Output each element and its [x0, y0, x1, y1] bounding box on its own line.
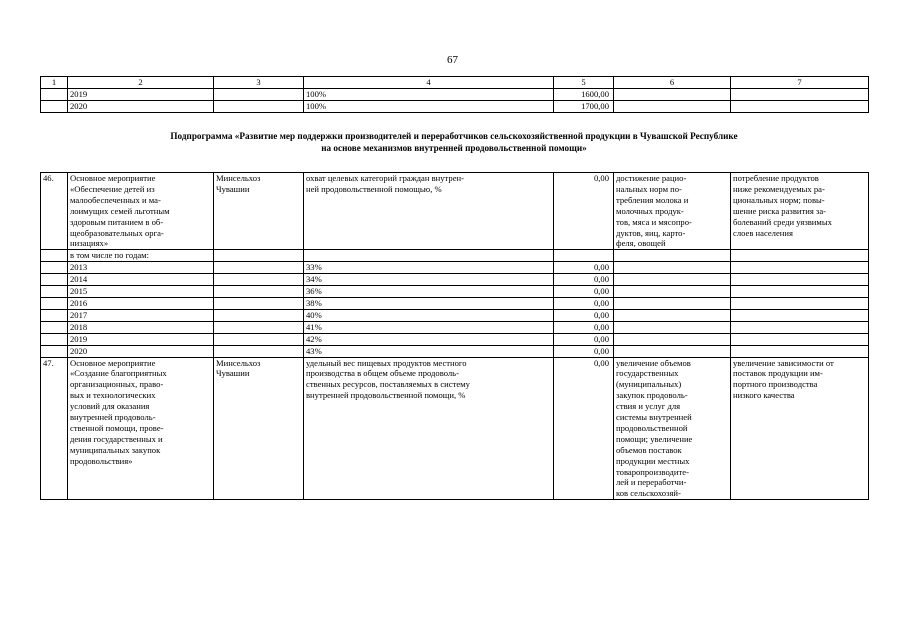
consequences: увеличение зависимости от поставок продукции им- портного производства низкого качества — [731, 357, 869, 500]
column-number: 4 — [304, 77, 554, 89]
by-years-label: в том числе по годам: — [68, 250, 214, 262]
percent-cell: 40% — [304, 309, 554, 321]
year-cell: 2019 — [68, 333, 214, 345]
subprogram-title — [40, 131, 868, 154]
percent-cell: 34% — [304, 274, 554, 286]
table-row — [41, 262, 869, 274]
year-cell: 2015 — [68, 286, 214, 298]
percent-cell: 36% — [304, 286, 554, 298]
percent-cell: 43% — [304, 345, 554, 357]
value-cell: 1700,00 — [554, 100, 614, 112]
indicator: удельный вес пищевых продуктов местного производства в общем объеме продоволь- ственных ресурсов, поставляемых в систему внутренней продовольственной помощи, % — [304, 357, 554, 500]
table-row — [41, 321, 869, 333]
column-number-row — [41, 77, 869, 89]
top-table — [40, 76, 869, 113]
percent-cell: 38% — [304, 297, 554, 309]
table-row — [41, 286, 869, 298]
year-cell: 2020 — [68, 100, 214, 112]
consequences: потребление продуктов ниже рекомендуемых ра- циональных норм; повы- шение риска развития за- болеваний среди уязвимых слоев населения — [731, 173, 869, 250]
table-row — [41, 274, 869, 286]
value-cell: 0,00 — [554, 321, 614, 333]
value-cell: 0,00 — [554, 297, 614, 309]
page-number: 67 — [447, 54, 458, 66]
expected-result: увеличение объемов государственных (муниципальных) закупок продоволь- ствия и услуг для системы внутренней продовольственной помощи; увеличение объемов поставок продукции местных товаропроизводите- лей и переработчи- ков сельскохозяй- — [614, 357, 731, 500]
year-cell: 2017 — [68, 309, 214, 321]
value-cell: 0,00 — [554, 333, 614, 345]
value-cell: 0,00 — [554, 357, 614, 500]
table-row-46 — [41, 173, 869, 250]
value-cell: 0,00 — [554, 309, 614, 321]
year-cell: 2013 — [68, 262, 214, 274]
table-row — [41, 100, 869, 112]
column-number: 5 — [554, 77, 614, 89]
year-cell: 2020 — [68, 345, 214, 357]
table-row — [41, 88, 869, 100]
column-number: 3 — [214, 77, 304, 89]
indicator: охват целевых категорий граждан внутрен- ней продовольственной помощью, % — [304, 173, 554, 250]
subprogram-title-line: на основе механизмов внутренней продовольственной помощи» — [321, 142, 587, 153]
table-row — [41, 250, 869, 262]
main-table — [40, 172, 869, 500]
executor: Минсельхоз Чувашии — [214, 357, 304, 500]
percent-cell: 100% — [304, 88, 554, 100]
table-row-47 — [41, 357, 869, 500]
measure-name: Основное мероприятие «Создание благоприятных организационных, право- вых и технологических условий для оказания внутренней продоволь- ственной помощи, прове- дения государственных и муниципальных закупок продовольствия» — [68, 357, 214, 500]
percent-cell: 100% — [304, 100, 554, 112]
column-number: 2 — [68, 77, 214, 89]
row-number: 46. — [41, 173, 68, 250]
value-cell: 0,00 — [554, 262, 614, 274]
column-number: 6 — [614, 77, 731, 89]
measure-name: Основное мероприятие «Обеспечение детей из малообеспеченных и ма- лоимущих семей льготным здоровым питанием в об- щеобразовательных орга- низациях» — [68, 173, 214, 250]
year-cell: 2014 — [68, 274, 214, 286]
year-cell: 2018 — [68, 321, 214, 333]
percent-cell: 41% — [304, 321, 554, 333]
value-cell: 0,00 — [554, 345, 614, 357]
value-cell: 0,00 — [554, 274, 614, 286]
table-row — [41, 309, 869, 321]
value-cell: 0,00 — [554, 286, 614, 298]
year-cell: 2019 — [68, 88, 214, 100]
column-number: 7 — [731, 77, 869, 89]
row-number: 47. — [41, 357, 68, 500]
column-number: 1 — [41, 77, 68, 89]
year-cell: 2016 — [68, 297, 214, 309]
value-cell: 1600,00 — [554, 88, 614, 100]
value-cell: 0,00 — [554, 173, 614, 250]
expected-result: достижение рацио- нальных норм по- требления молока и молочных продук- тов, мяса и мясопро- дуктов, яиц, карто- феля, овощей — [614, 173, 731, 250]
table-row — [41, 345, 869, 357]
executor: Минсельхоз Чувашии — [214, 173, 304, 250]
percent-cell: 33% — [304, 262, 554, 274]
table-row — [41, 297, 869, 309]
percent-cell: 42% — [304, 333, 554, 345]
subprogram-title-line: Подпрограмма «Развитие мер поддержки производителей и переработчиков сельскохозяйственной продукции в Чувашской Республике — [170, 131, 738, 141]
table-row — [41, 333, 869, 345]
